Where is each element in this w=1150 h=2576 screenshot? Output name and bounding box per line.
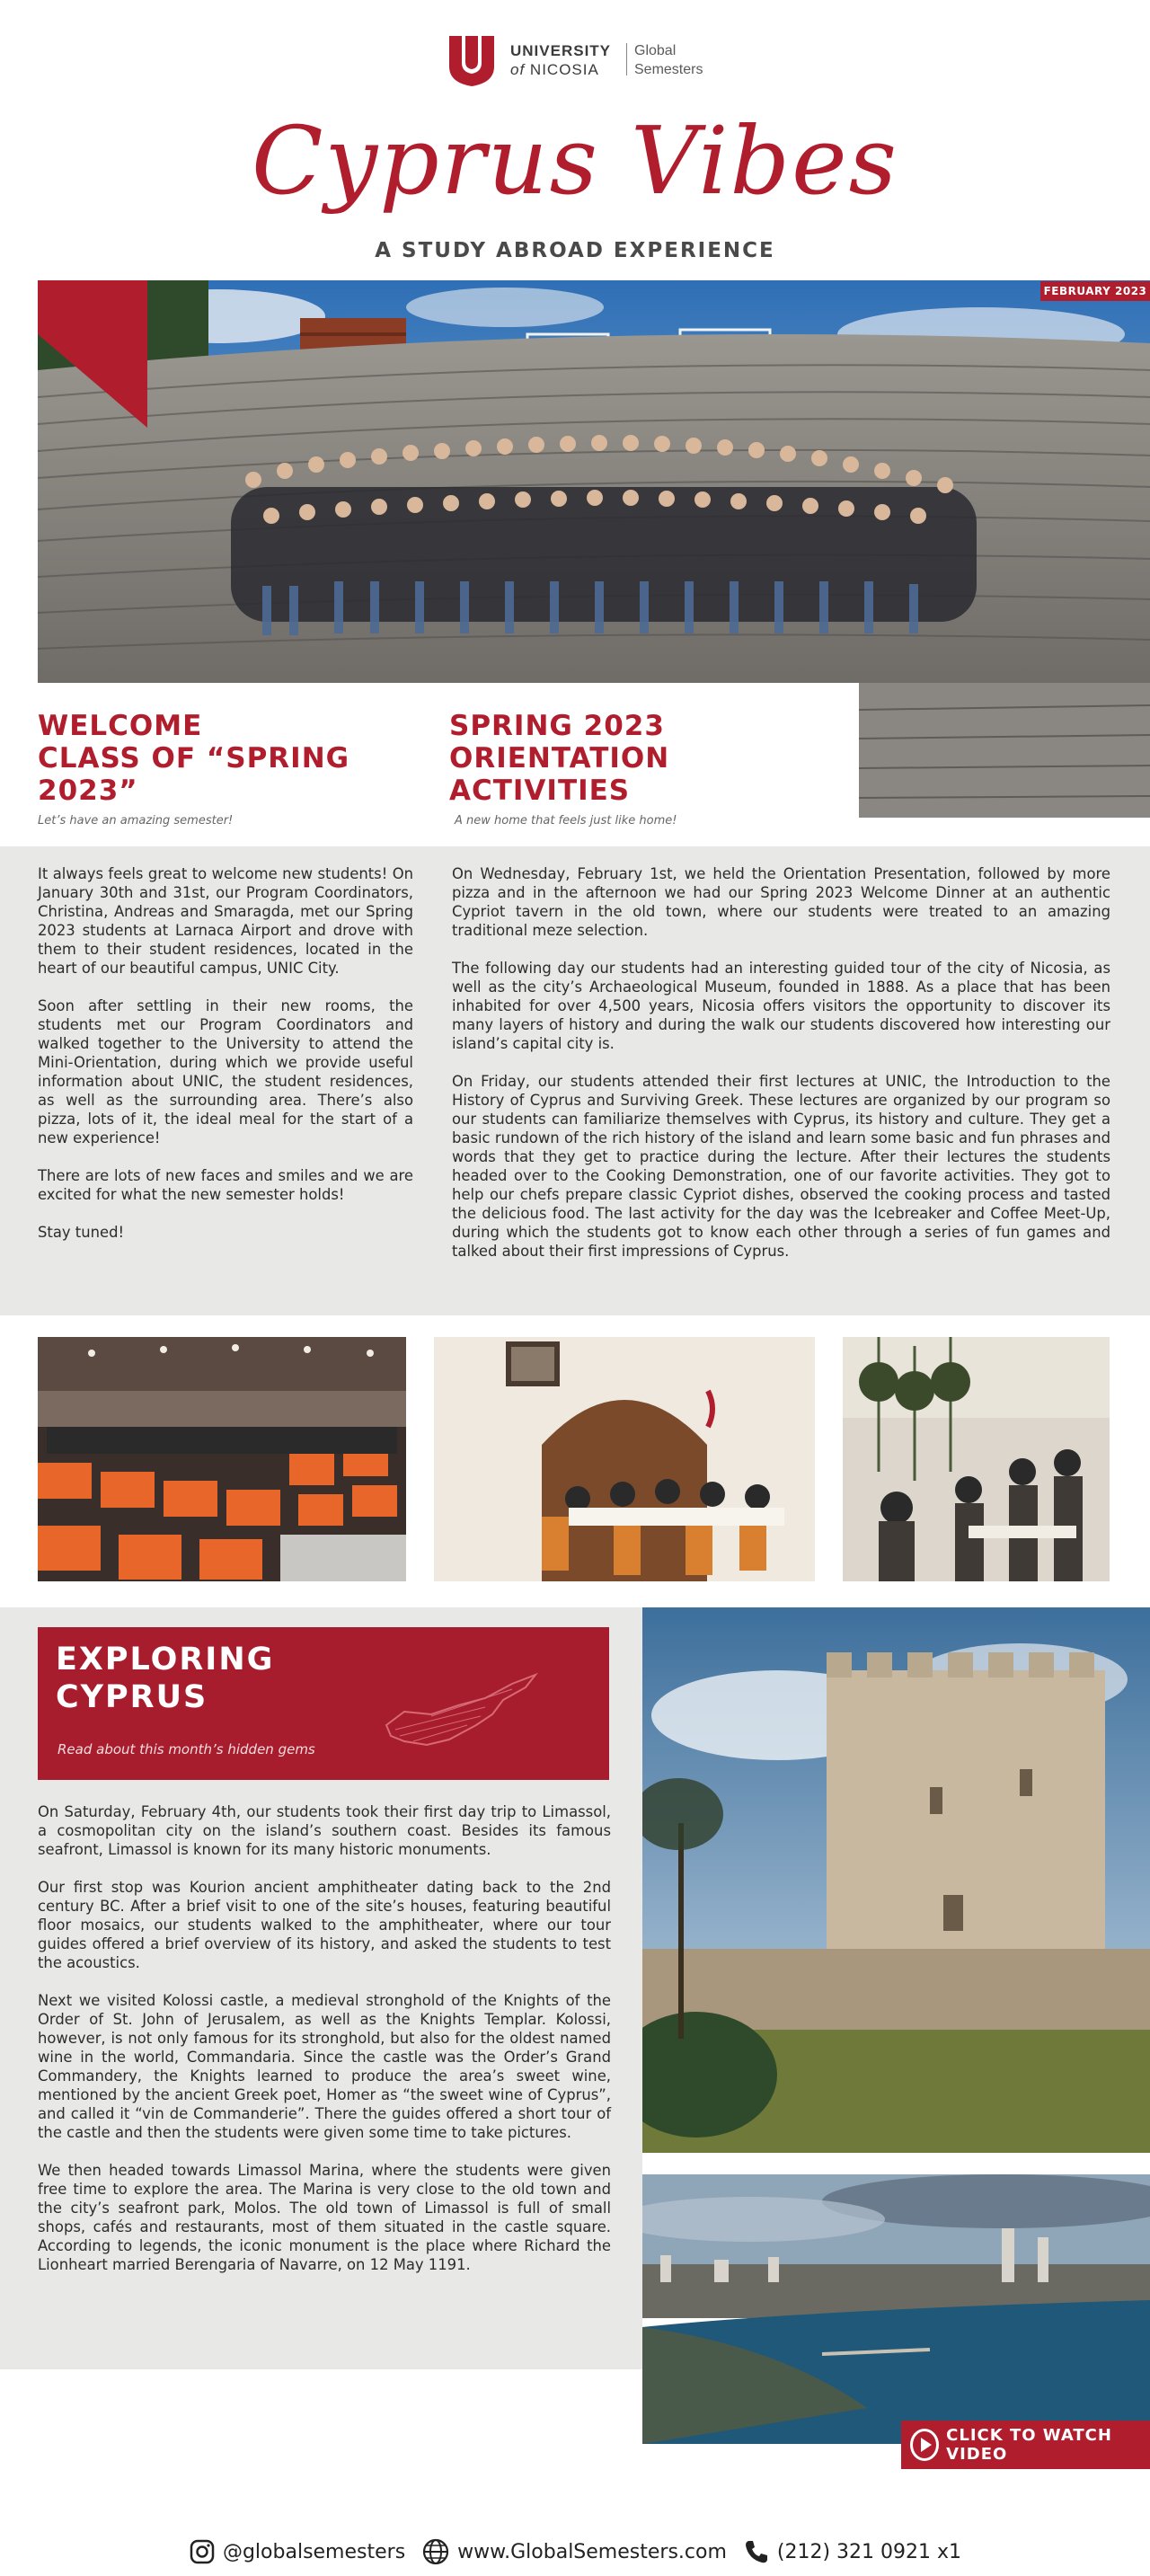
paragraph: Next we visited Kolossi castle, a medieval stronghold of the Knights of the Order of St. John of Jerusalem, as well as the Knights Templar. Kolossi, however, is not only famous for its stronghold, but also for the oldest named wine in the world, Commandaria. Since the castle was the Order’s Grand Commandery, the Knights learned to produce the area’s sweet wine, mentioned by the ancient Greek poet, Homer as “the sweet wine of Cyprus”, and called it “vin de Commanderie”. There the guides offered a short tour of the castle and then the students were given some time to take pictures.: [38, 1992, 611, 2141]
instagram-handle: @globalsemesters: [222, 2540, 406, 2563]
paragraph: We then headed towards Limassol Marina, where the students were given free time to explore the area. The Marina is very close to the old town and the city’s seafront park, Molos. The old town of Limassol is full of small shops, cafés and restaurants, most of them situated in the castle square. According to legends, the iconic monument is the place where Richard the Lionheart married Berengaria of Navarre, on 12 May 1191.: [38, 2162, 611, 2273]
watch-video-button[interactable]: [901, 2421, 1150, 2469]
orientation-tagline: A new home that feels just like home!: [455, 814, 677, 828]
exploring-heading: EXPLORING CYPRUS: [56, 1642, 275, 1715]
newsletter-subtitle: A STUDY ABROAD EXPERIENCE: [375, 239, 775, 262]
welcome-dinner-photo: [434, 1337, 815, 1581]
paragraph: It always feels great to welcome new students! On January 30th and 31st, our Program Coordinators, Christina, Andreas and Smaragda, met our Spring 2023 students at Larnaca Airport and drove with them to their student residences, located in the heart of our beautiful campus, UNIC City.: [38, 865, 413, 977]
play-icon: [910, 2429, 939, 2461]
cooking-demo-photo: [843, 1337, 1110, 1581]
contact-footer: [0, 2534, 1150, 2570]
logo-university-text: UNIVERSITY of NICOSIA: [510, 42, 612, 78]
university-logo: [446, 32, 715, 86]
hero-group-photo: [38, 280, 1150, 683]
amphitheater-steps-photo: [859, 683, 1150, 818]
lecture-hall-photo: [38, 1337, 406, 1581]
paragraph: Stay tuned!: [38, 1224, 125, 1241]
paragraph: Soon after settling in their new rooms, the students met our Program Coordinators and walked together to the University to attend the Mini-Orientation, during which we provide useful information about UNIC, the student residences, as well as the surrounding area. There’s also pizza, lots of it, the ideal meal for the start of a new experience!: [38, 997, 413, 1146]
instagram-icon: [189, 2538, 216, 2565]
newsletter-title: Cyprus Vibes: [251, 106, 899, 216]
red-corner-decoration: [38, 280, 147, 428]
paragraph: On Saturday, February 4th, our students took their first day trip to Limassol, a cosmopolitan city on the island’s southern coast. Besides its famous seafront, Limassol is known for its many historic monuments.: [38, 1803, 611, 1858]
kolossi-castle-photo: [642, 1607, 1150, 2153]
watch-video-label: CLICK TO WATCH VIDEO: [946, 2426, 1112, 2464]
paragraph: The following day our students had an interesting guided tour of the city of Nicosia, as well as the city’s Archaeological Museum, founded in 1888. As a place that has been inhabited for over 4,500 years, Nicosia offers visitors the opportunity to discover its many layers of history and during the walk our students discovered how interesting our island’s capital city is.: [452, 960, 1110, 1052]
limassol-marina-photo: [642, 2174, 1150, 2444]
website-url: www.GlobalSemesters.com: [457, 2540, 727, 2563]
shield-logo-icon: [449, 36, 494, 86]
orientation-heading: SPRING 2023 ORIENTATION ACTIVITIES: [449, 710, 670, 807]
phone-link[interactable]: [743, 2538, 961, 2565]
phone-number: (212) 321 0921 x1: [776, 2540, 962, 2563]
phone-icon: [743, 2538, 770, 2565]
orientation-article: [452, 864, 1110, 1279]
cyprus-map-icon: [377, 1671, 539, 1752]
paragraph: Our first stop was Kourion ancient amphitheater dating back to the 2nd century BC. After a brief visit to one of the site’s houses, featuring beautiful floor mosaics, our students walked to the amphitheater, where our tour guides offered a brief overview of its history, and asked the students to test the acoustics.: [38, 1879, 611, 1971]
paragraph: On Friday, our students attended their first lectures at UNIC, the Introduction to the History of Cyprus and Surviving Greek. These lectures are organized by our program so our students can familiarize themselves with Cyprus, its history and culture. They get a basic rundown of the rich history of the island and learn some basic and fun phrases and words that they get to practice during the lecture. After their lectures the students headed over to the Cooking Demonstration, one of our favorite activities. They got to help our chefs prepare classic Cypriot dishes, observed the cooking process and tasted the delicious food. The last activity for the day was the Icebreaker and Coffee Meet-Up, during which the students got to know each other through a series of fun games and talked about their first impressions of Cyprus.: [452, 1073, 1110, 1260]
welcome-article: [38, 864, 413, 1261]
welcome-tagline: Let’s have an amazing semester!: [38, 814, 234, 828]
exploring-tagline: Read about this month’s hidden gems: [58, 1741, 315, 1757]
welcome-heading: WELCOME CLASS OF “SPRING 2023”: [38, 710, 350, 807]
logo-global-semesters: Global Semesters: [634, 43, 703, 77]
globe-icon: [421, 2537, 450, 2566]
issue-date-badge: FEBRUARY 2023: [1040, 281, 1150, 301]
logo-divider: [626, 43, 627, 75]
instagram-link[interactable]: [189, 2538, 405, 2565]
exploring-article: [38, 1802, 611, 2293]
website-link[interactable]: [421, 2537, 727, 2566]
paragraph: There are lots of new faces and smiles and we are excited for what the new semester holds!: [38, 1167, 413, 1203]
paragraph: On Wednesday, February 1st, we held the Orientation Presentation, followed by more pizza and in the afternoon we had our Spring 2023 Welcome Dinner at an authentic Cypriot tavern in the old town, where our students were treated to an amazing traditional meze selection.: [452, 865, 1110, 939]
